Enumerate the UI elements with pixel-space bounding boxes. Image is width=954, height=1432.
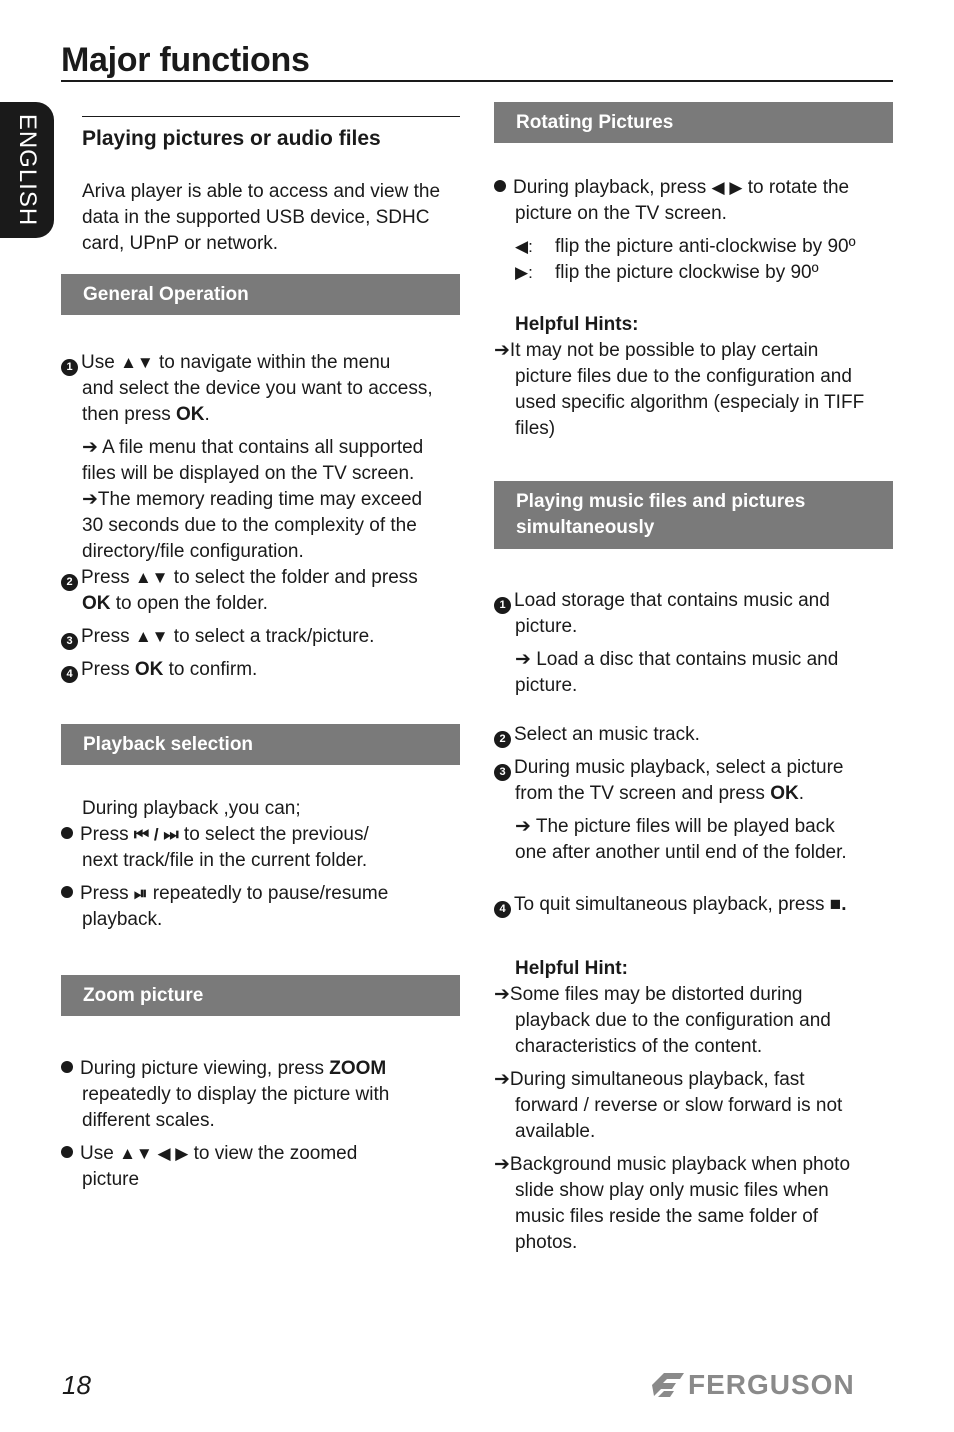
stop-icon: ■. [829,894,847,915]
step-4: 4 To quit simultaneous playback, press ■. [494,892,894,918]
general-operation-steps: 1 Use ▲▼ to navigate within the menu and select the device you want to access, then press OK. ➔ A file menu that contains all supported files will be displayed on the TV screen. ➔The memory reading time may exceed 30 seconds due to the complexity of the directory/file configuration. 2 Press ▲▼ to select the folder and press OK to open the folder. 3 Press ▲▼ to select a track/picture. 4 Press OK to confirm. [61,350,461,683]
list-item: Press ⏮ / ⏭ to select the previous/ [61,822,461,848]
bullet-icon [61,1146,73,1158]
page-title: Major functions [61,41,310,79]
list-item: During picture viewing, press ZOOM [61,1056,461,1082]
playback-selection-title: Playback selection [83,733,254,755]
step-number-1-icon: 1 [61,359,78,376]
step-number-4-icon: 4 [494,901,511,918]
general-operation-title: General Operation [83,283,249,305]
brand-name: FERGUSON [688,1369,855,1400]
list-item: Press ⏯ repeatedly to pause/resume [61,881,461,907]
bullet-icon [61,827,73,839]
section-divider [82,116,460,117]
up-down-arrows-icon: ▲▼ [120,353,154,372]
previous-next-icon: ⏮ / ⏭ [133,825,179,844]
rotating-pictures-title: Rotating Pictures [516,111,674,133]
rotating-pictures-bar [494,102,893,143]
general-operation-bar [61,274,460,315]
step-3: 3 Press ▲▼ to select a track/picture. [61,624,461,650]
left-arrow-icon: ◀: [515,237,533,256]
ferguson-logo-icon [650,1370,686,1400]
arrow-keys-icon: ▲▼ ◀ ▶ [119,1144,189,1163]
up-down-arrows-icon: ▲▼ [134,568,169,587]
zoom-picture-title: Zoom picture [83,984,204,1006]
bullet-icon [61,1061,73,1073]
playback-selection-bar [61,724,460,765]
left-right-arrows-icon: ◀ ▶ [711,178,743,197]
step-4: 4 Press OK to confirm. [61,657,461,683]
rotating-pictures-content: During playback, press ◀ ▶ to rotate the picture on the TV screen. ◀: flip the picture anti-clockwise by 90º ▶: flip the picture clockwise by 90º Helpful Hints: ➔It may not be possible to play certain picture files due to the configuration and used specific algorithm (especialy in TIFF files) [494,175,894,442]
step-number-4-icon: 4 [61,666,78,683]
section-heading: Playing pictures or audio files [82,127,381,150]
title-divider [61,80,893,82]
bullet-icon [61,886,73,898]
bullet-icon [494,180,506,192]
step-2: 2 Press ▲▼ to select the folder and press [61,565,461,591]
helpful-hint-block: Helpful Hint: ➔Some files may be distorted during playback due to the configuration and characteristics of the content. ➔During simultaneous playback, fast forward / reverse or slow forward is not available. ➔Background music playback when photo slide show play only music files when music files reside the same folder of photos. [494,956,894,1256]
music-pictures-title: Playing music files and pictures [516,491,806,512]
step-2: 2 Select an music track. [494,722,894,748]
intro-paragraph: Ariva player is able to access and view the data in the supported USB device, SDHC card, UPnP or network. [82,181,441,254]
language-tab [0,102,54,238]
play-pause-icon: ⏯ [133,884,148,903]
step-number-2-icon: 2 [494,731,511,748]
playback-selection-list: During playback ,you can; Press ⏮ / ⏭ to select the previous/ next track/file in the current folder. Press ⏯ repeatedly to pause/resume playback. [61,796,461,933]
list-item: Use ▲▼ ◀ ▶ to view the zoomed [61,1141,461,1167]
hints-heading: Helpful Hints: [515,314,639,335]
up-down-arrows-icon: ▲▼ [134,627,169,646]
music-pictures-steps: 1 Load storage that contains music and picture. ➔ Load a disc that contains music and picture. 2 Select an music track. 3 During music playback, select a picture from the TV screen and press OK. ➔ The picture files will be played back one after another until end of the folder. 4 To quit simultaneous playback, press ■. [494,588,894,918]
step-1: 1 Use ▲▼ to navigate within the menu [61,350,461,376]
zoom-picture-list: During picture viewing, press ZOOM repeatedly to display the picture with different scales. Use ▲▼ ◀ ▶ to view the zoomed picture [61,1056,461,1193]
language-tab-label: ENGLISH [14,113,41,227]
right-arrow-icon: ▶: [515,263,533,282]
step-number-3-icon: 3 [61,633,78,650]
step-1: 1 Load storage that contains music and [494,588,894,614]
step-number-3-icon: 3 [494,764,511,781]
music-pictures-bar: Playing music files and pictures simultaneously [494,481,893,549]
page-number: 18 [62,1370,91,1400]
step-number-2-icon: 2 [61,574,78,591]
step-number-1-icon: 1 [494,597,511,614]
zoom-picture-bar [61,975,460,1016]
brand-logo [650,1370,855,1400]
list-item: During playback, press ◀ ▶ to rotate the [494,175,894,201]
step-3: 3 During music playback, select a picture [494,755,894,781]
hint-heading: Helpful Hint: [515,958,628,979]
